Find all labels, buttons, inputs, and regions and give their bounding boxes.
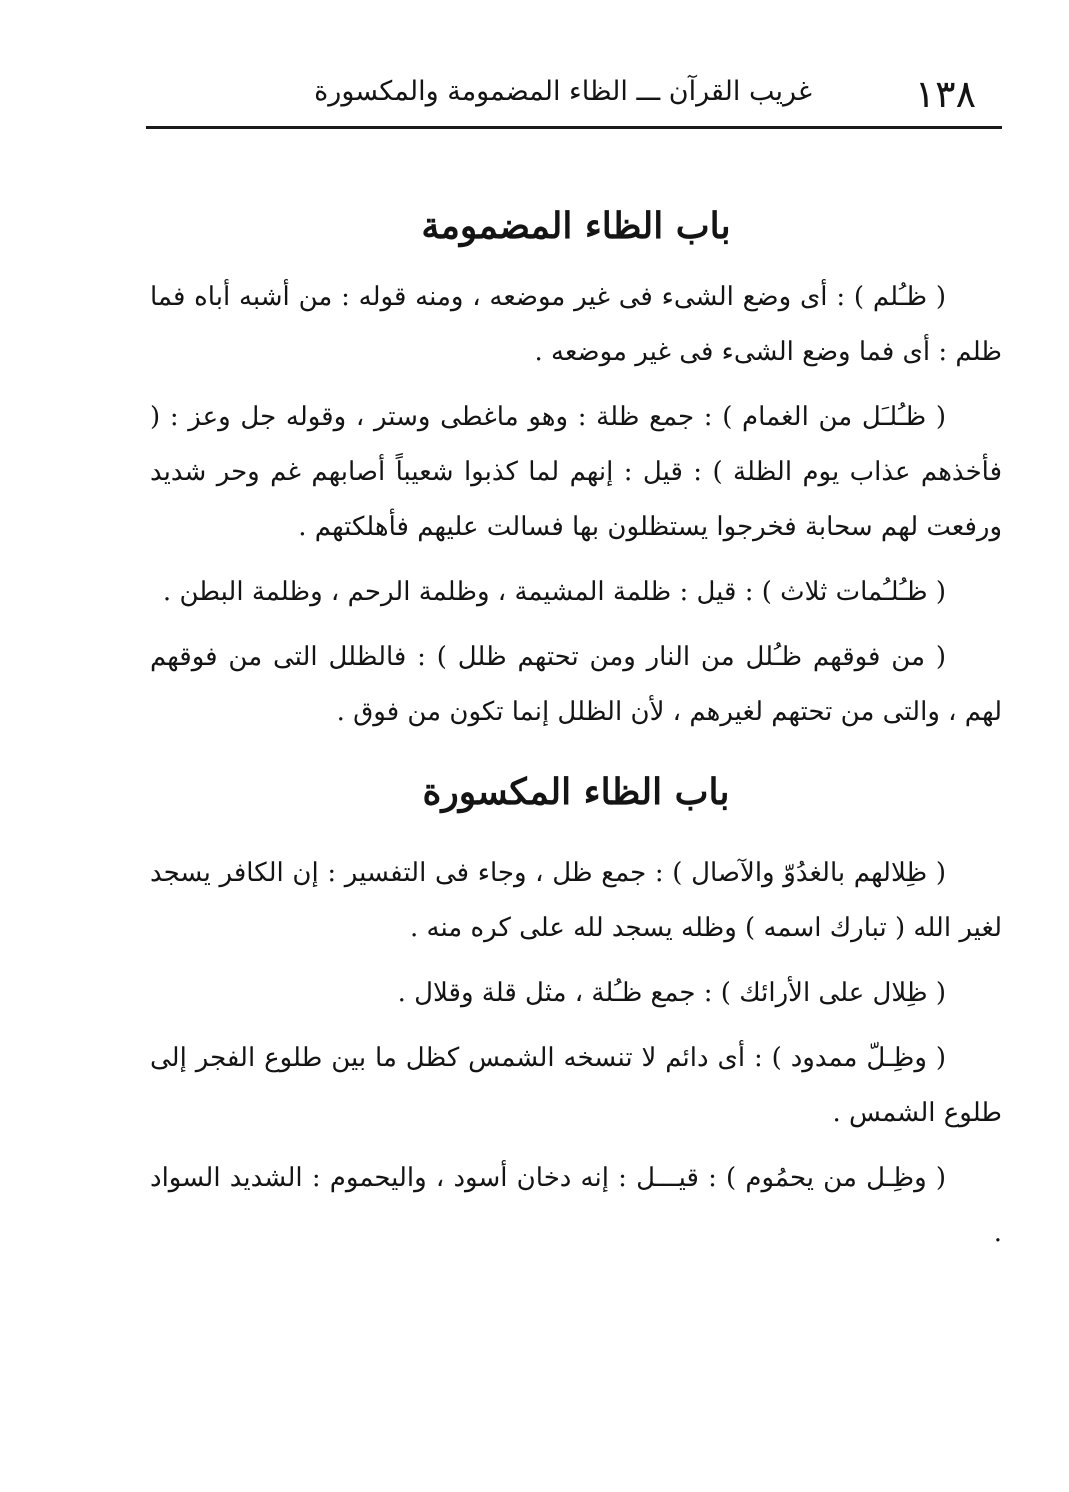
header-rule: [146, 126, 1002, 129]
entry-zulumat-thalath: ( ظـُلـُمات ثلاث ) : قيل : ظلمة المشيمة ، وظلمة الرحم ، وظلمة البطن .: [162, 577, 946, 607]
entry-zilaluhum: ( ظِلالهم بالغدُوّ والآصال ) : جمع ظل ، وجاء فى التفسير : إن الكافر يسجد لغير الله ( تبارك اسمه ) وظله يسجد لله على كره منه .: [150, 858, 1002, 943]
page-body: [150, 196, 1002, 1271]
entry-zulal-min-an-nar: ( من فوقهم ظـُلل من النار ومن تحتهم ظلل ) : فالظلل التى من فوقهم لهم ، والتى من تحتهم لغيرهم ، لأن الظلل إنما تكون من فوق .: [150, 642, 1002, 727]
entry-zulal-min-al-ghamam: ( ظـُلـَل من الغمام ) : جمع ظلة : وهو ماغطى وستر ، وقوله جل وعز : ( فأخذهم عذاب يوم الظلة ) : قيل : إنهم لما كذبوا شعيباً أصابهم غم وحر شديد ورفعت لهم سحابة فخرجوا يستظلون بها فسالت عليهم فأهلكتهم .: [150, 402, 1002, 542]
entry-zill-mamdud: ( وظِـلّ ممدود ) : أى دائم لا تنسخه الشمس كظل ما بين طلوع الفجر إلى طلوع الشمس .: [150, 1043, 1002, 1128]
section-title-kasra: باب الظاء المكسورة: [422, 771, 730, 813]
section-title-damma: باب الظاء المضمومة: [421, 205, 731, 247]
entry-zill-min-yahmum: ( وظِـل من يحمُوم ) : قيـــل : إنه دخان أسود ، واليحموم : الشديد السواد .: [150, 1163, 1002, 1248]
entry-zilal-ala-al-araik: ( ظِلال على الأرائك ) : جمع ظـُلة ، مثل قلة وقلال .: [397, 978, 946, 1008]
page-number: ١٣٨: [914, 72, 976, 116]
running-title: غريب القرآن ـــ الظاء المضمومة والمكسورة: [314, 76, 812, 107]
entry-zulm: ( ظـُلم ) : أى وضع الشىء فى غير موضعه ، ومنه قوله : من أشبه أباه فما ظلم : أى فما وضع الشىء فى غير موضعه .: [150, 282, 1002, 367]
page-header: [148, 66, 1000, 124]
